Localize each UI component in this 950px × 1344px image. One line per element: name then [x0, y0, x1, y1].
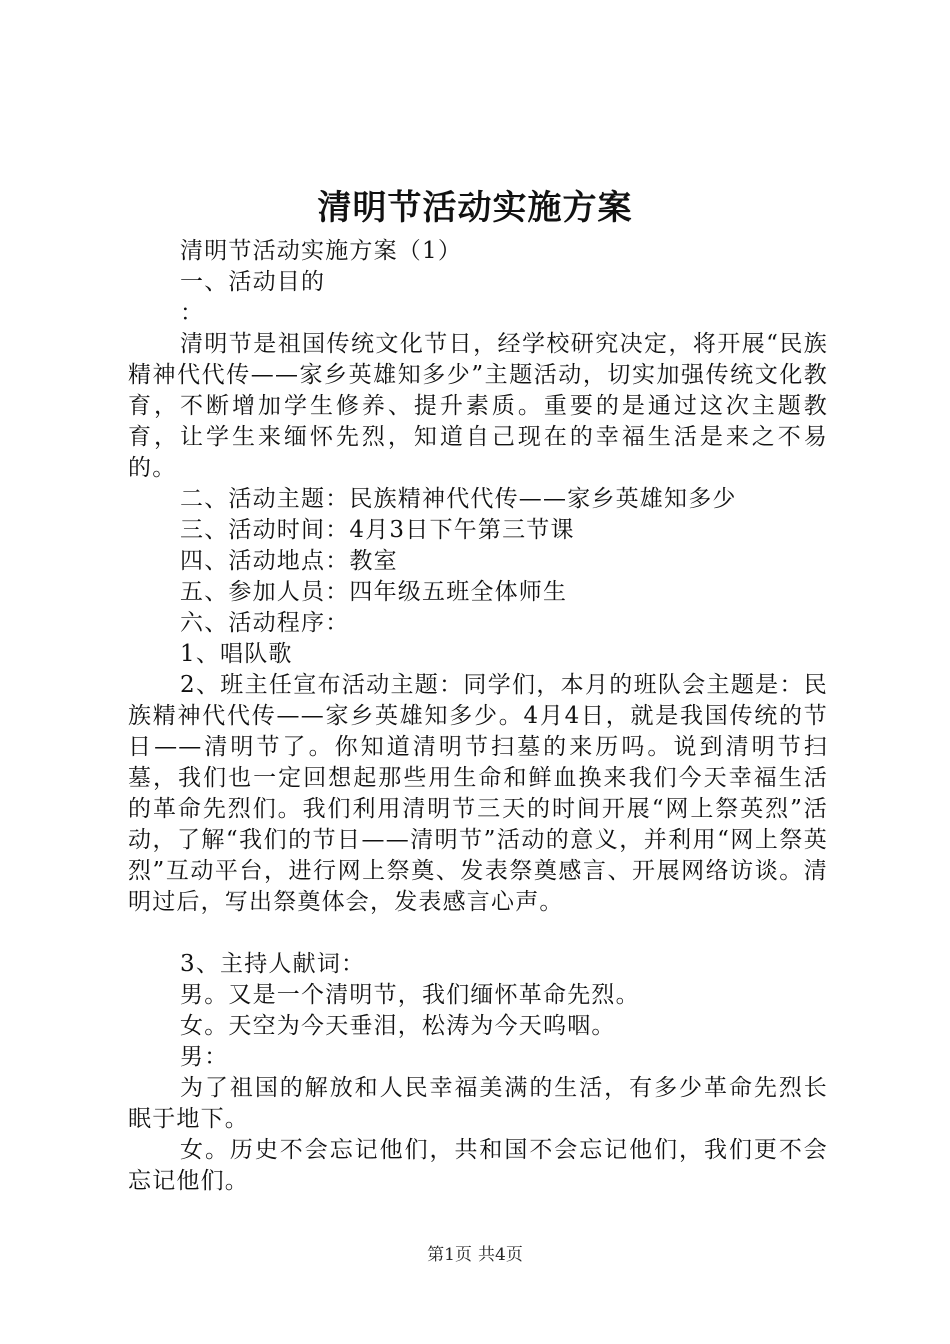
paragraph-location: 四、活动地点：教室: [180, 548, 398, 574]
paragraph-purpose-text: 清明节是祖国传统文化节日，经学校研究决定，将开展“民族精神代代传——家乡英雄知多少”主题活动，切实加强传统文化教育，不断增加学生修养、提升素质。重要的是通过这次主题教育，让学生来缅怀先烈，知道自己现在的幸福生活是来之不易的。: [128, 331, 828, 481]
paragraph-time: 三、活动时间：4月3日下午第三节课: [180, 517, 575, 543]
paragraph-dialogue-male-1: 男。又是一个清明节，我们缅怀革命先烈。: [180, 982, 640, 1008]
paragraph-dialogue-female-1: 女。天空为今天垂泪，松涛为今天呜咽。: [180, 1013, 616, 1039]
page-footer: [0, 1243, 950, 1267]
paragraph-procedure: 六、活动程序：: [180, 610, 350, 636]
paragraph-theme: 二、活动主题：民族精神代代传——家乡英雄知多少: [180, 486, 737, 512]
paragraph-dialogue-female-2: 女。历史不会忘记他们，共和国不会忘记他们，我们更不会忘记他们。: [128, 1137, 828, 1194]
paragraph-subtitle: 清明节活动实施方案（1）: [180, 238, 463, 264]
paragraph-dialogue-male-2-label: 男：: [180, 1044, 229, 1070]
paragraph-step-2: 2、班主任宣布活动主题：同学们，本月的班队会主题是：民族精神代代传——家乡英雄知多少。4月4日，就是我国传统的节日——清明节了。你知道清明节扫墓的来历吗。说到清明节扫墓，我们也一定回想起那些用生命和鲜血换来我们今天幸福生活的革命先烈们。我们利用清明节三天的时间开展“网上祭英烈”活动，了解“我们的节日——清明节”活动的意义，并利用“网上祭英烈”互动平台，进行网上祭奠、发表祭奠感言、开展网络访谈。清明过后，写出祭奠体会，发表感言心声。: [128, 672, 828, 915]
paragraph-dialogue-male-2-text: 为了祖国的解放和人民幸福美满的生活，有多少革命先烈长眠于地下。: [128, 1075, 828, 1132]
paragraph-colon: ：: [180, 300, 205, 326]
page-total: 共4页: [478, 1245, 523, 1265]
document-title: 清明节活动实施方案: [317, 188, 633, 228]
page-number: 第1页: [427, 1245, 472, 1265]
paragraph-step-3: 3、主持人献词：: [180, 951, 366, 977]
paragraph-step-1: 1、唱队歌: [180, 641, 293, 667]
paragraph-section-purpose: 一、活动目的: [180, 269, 326, 295]
document-body: [128, 236, 828, 1197]
paragraph-participants: 五、参加人员：四年级五班全体师生: [180, 579, 568, 605]
